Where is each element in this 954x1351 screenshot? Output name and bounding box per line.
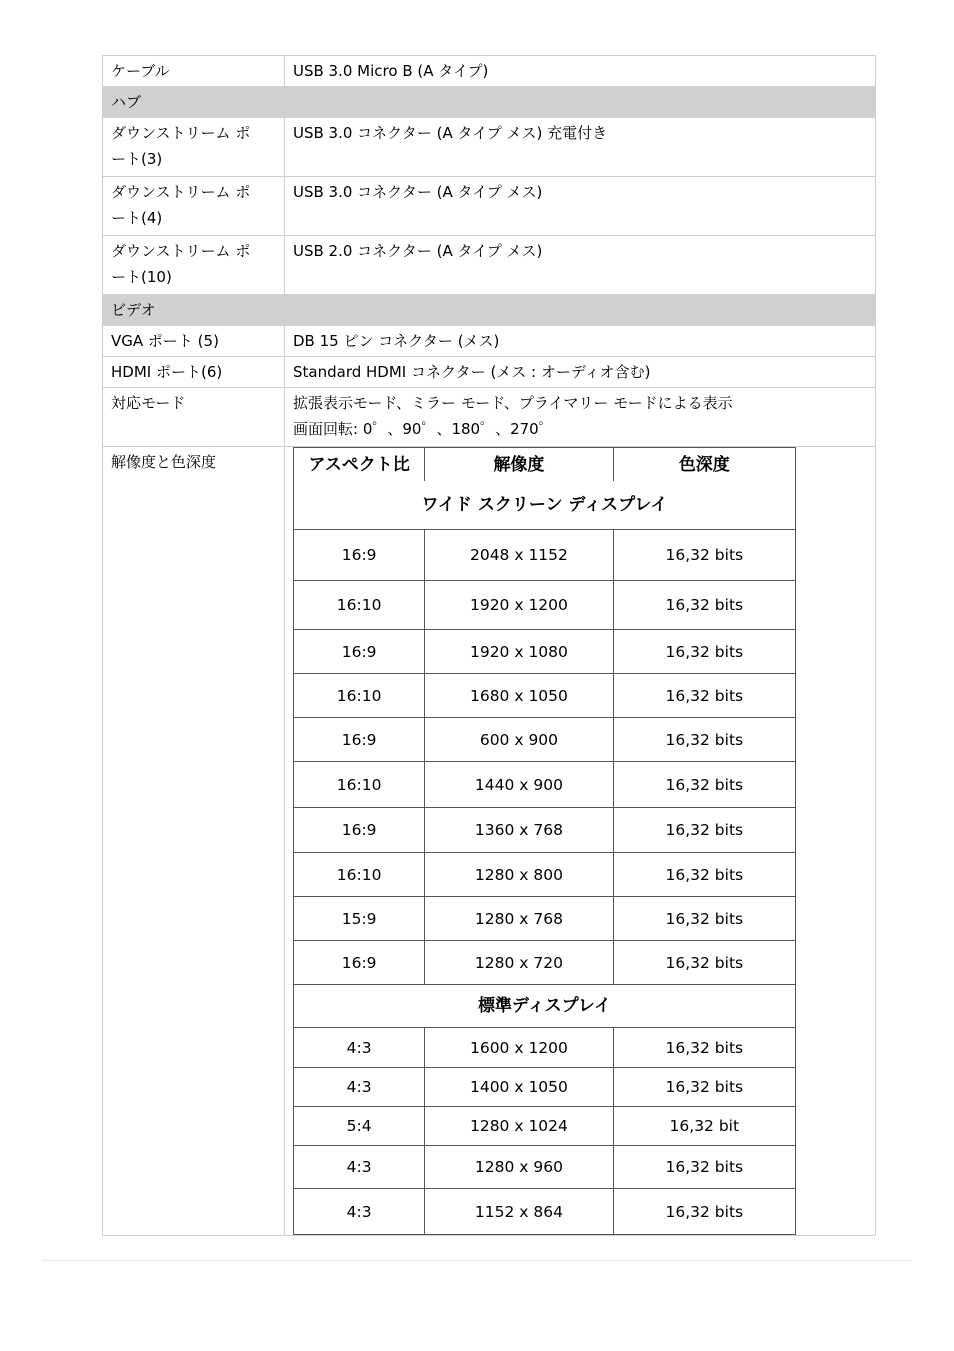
spec-table	[102, 55, 876, 1236]
spec-label	[103, 177, 285, 236]
color-depth-cell: 16,32 bit	[613, 1107, 795, 1146]
resolution-body	[294, 481, 796, 1235]
resolution-table	[293, 447, 796, 1235]
section-header-hub	[103, 87, 876, 118]
resolution-row	[294, 674, 796, 718]
header-color-depth: 色深度	[613, 448, 795, 482]
spec-label-line: ート(4)	[111, 209, 163, 227]
resolution-cell-value: 1280 x 768	[425, 897, 613, 941]
spec-label	[103, 236, 285, 295]
group-title-standard: 標準ディスプレイ	[294, 985, 796, 1028]
group-row-standard	[294, 985, 796, 1028]
spec-label: 対応モード	[103, 388, 285, 447]
section-header-video	[103, 295, 876, 326]
footer-divider	[42, 1260, 912, 1261]
resolution-header-row	[294, 448, 796, 482]
spec-value: Standard HDMI コネクター (メス : オーディオ含む)	[285, 357, 876, 388]
aspect-ratio-cell: 16:9	[294, 530, 425, 581]
spec-label-line: ート(10)	[111, 268, 172, 286]
resolution-row	[294, 808, 796, 853]
spec-row-downstream-3	[103, 118, 876, 177]
aspect-ratio-cell: 4:3	[294, 1068, 425, 1107]
aspect-ratio-cell: 15:9	[294, 897, 425, 941]
resolution-cell-value: 1280 x 1024	[425, 1107, 613, 1146]
spec-row-vga	[103, 326, 876, 357]
spec-label-line: ダウンストリーム ポ	[111, 124, 251, 142]
section-title: ハブ	[103, 87, 876, 118]
resolution-row	[294, 1028, 796, 1068]
aspect-ratio-cell: 16:10	[294, 581, 425, 630]
color-depth-cell: 16,32 bits	[613, 1146, 795, 1189]
aspect-ratio-cell: 16:10	[294, 762, 425, 808]
aspect-ratio-cell: 16:10	[294, 674, 425, 718]
spec-value-line: 拡張表示モード、ミラー モード、プライマリー モードによる表示	[293, 394, 733, 412]
color-depth-cell: 16,32 bits	[613, 762, 795, 808]
spec-label-line: ダウンストリーム ポ	[111, 183, 251, 201]
color-depth-cell: 16,32 bits	[613, 530, 795, 581]
resolution-row	[294, 1189, 796, 1235]
resolution-row	[294, 1146, 796, 1189]
spec-label: HDMI ポート(6)	[103, 357, 285, 388]
resolution-row	[294, 897, 796, 941]
spec-value: USB 3.0 コネクター (A タイプ メス) 充電付き	[285, 118, 876, 177]
color-depth-cell: 16,32 bits	[613, 630, 795, 674]
resolution-cell-value: 1920 x 1200	[425, 581, 613, 630]
resolution-cell-value: 1280 x 720	[425, 941, 613, 985]
resolution-cell-value: 1360 x 768	[425, 808, 613, 853]
resolution-row	[294, 530, 796, 581]
resolution-cell-value: 1152 x 864	[425, 1189, 613, 1235]
section-title: ビデオ	[103, 295, 876, 326]
resolution-cell	[285, 447, 876, 1236]
spec-row-cable	[103, 56, 876, 87]
resolution-row	[294, 941, 796, 985]
resolution-row	[294, 1107, 796, 1146]
spec-row-downstream-4	[103, 177, 876, 236]
aspect-ratio-cell: 16:10	[294, 853, 425, 897]
aspect-ratio-cell: 16:9	[294, 718, 425, 762]
color-depth-cell: 16,32 bits	[613, 1189, 795, 1235]
group-title-widescreen: ワイド スクリーン ディスプレイ	[294, 481, 796, 530]
spec-label: VGA ポート (5)	[103, 326, 285, 357]
color-depth-cell: 16,32 bits	[613, 581, 795, 630]
color-depth-cell: 16,32 bits	[613, 853, 795, 897]
resolution-row	[294, 853, 796, 897]
resolution-row	[294, 718, 796, 762]
spec-row-downstream-10	[103, 236, 876, 295]
resolution-cell-value: 1400 x 1050	[425, 1068, 613, 1107]
spec-label-line: ート(3)	[111, 150, 163, 168]
aspect-ratio-cell: 16:9	[294, 630, 425, 674]
spec-label: ケーブル	[103, 56, 285, 87]
spec-row-hdmi	[103, 357, 876, 388]
aspect-ratio-cell: 16:9	[294, 941, 425, 985]
resolution-row	[294, 630, 796, 674]
spec-value	[285, 388, 876, 447]
aspect-ratio-cell: 5:4	[294, 1107, 425, 1146]
color-depth-cell: 16,32 bits	[613, 674, 795, 718]
header-resolution: 解像度	[425, 448, 613, 482]
spec-row-resolution	[103, 447, 876, 1236]
group-row-widescreen	[294, 481, 796, 530]
spec-label: 解像度と色深度	[103, 447, 285, 1236]
header-aspect-ratio: アスペクト比	[294, 448, 425, 482]
resolution-row	[294, 1068, 796, 1107]
resolution-row	[294, 581, 796, 630]
color-depth-cell: 16,32 bits	[613, 808, 795, 853]
resolution-cell-value: 1600 x 1200	[425, 1028, 613, 1068]
resolution-cell-value: 1440 x 900	[425, 762, 613, 808]
spec-row-modes	[103, 388, 876, 447]
aspect-ratio-cell: 4:3	[294, 1189, 425, 1235]
resolution-cell-value: 1920 x 1080	[425, 630, 613, 674]
spec-label-line: ダウンストリーム ポ	[111, 242, 251, 260]
color-depth-cell: 16,32 bits	[613, 1068, 795, 1107]
color-depth-cell: 16,32 bits	[613, 718, 795, 762]
resolution-row	[294, 762, 796, 808]
color-depth-cell: 16,32 bits	[613, 1028, 795, 1068]
resolution-cell-value: 1280 x 960	[425, 1146, 613, 1189]
color-depth-cell: 16,32 bits	[613, 941, 795, 985]
spec-value-line: 画面回転: 0゜、90゜、180゜、270゜	[293, 420, 554, 438]
spec-value: DB 15 ピン コネクター (メス)	[285, 326, 876, 357]
spec-label	[103, 118, 285, 177]
resolution-cell-value: 2048 x 1152	[425, 530, 613, 581]
resolution-cell-value: 1680 x 1050	[425, 674, 613, 718]
color-depth-cell: 16,32 bits	[613, 897, 795, 941]
resolution-cell-value: 1280 x 800	[425, 853, 613, 897]
spec-value: USB 3.0 Micro B (A タイプ)	[285, 56, 876, 87]
aspect-ratio-cell: 16:9	[294, 808, 425, 853]
aspect-ratio-cell: 4:3	[294, 1146, 425, 1189]
spec-value: USB 2.0 コネクター (A タイプ メス)	[285, 236, 876, 295]
resolution-cell-value: 600 x 900	[425, 718, 613, 762]
spec-value: USB 3.0 コネクター (A タイプ メス)	[285, 177, 876, 236]
aspect-ratio-cell: 4:3	[294, 1028, 425, 1068]
